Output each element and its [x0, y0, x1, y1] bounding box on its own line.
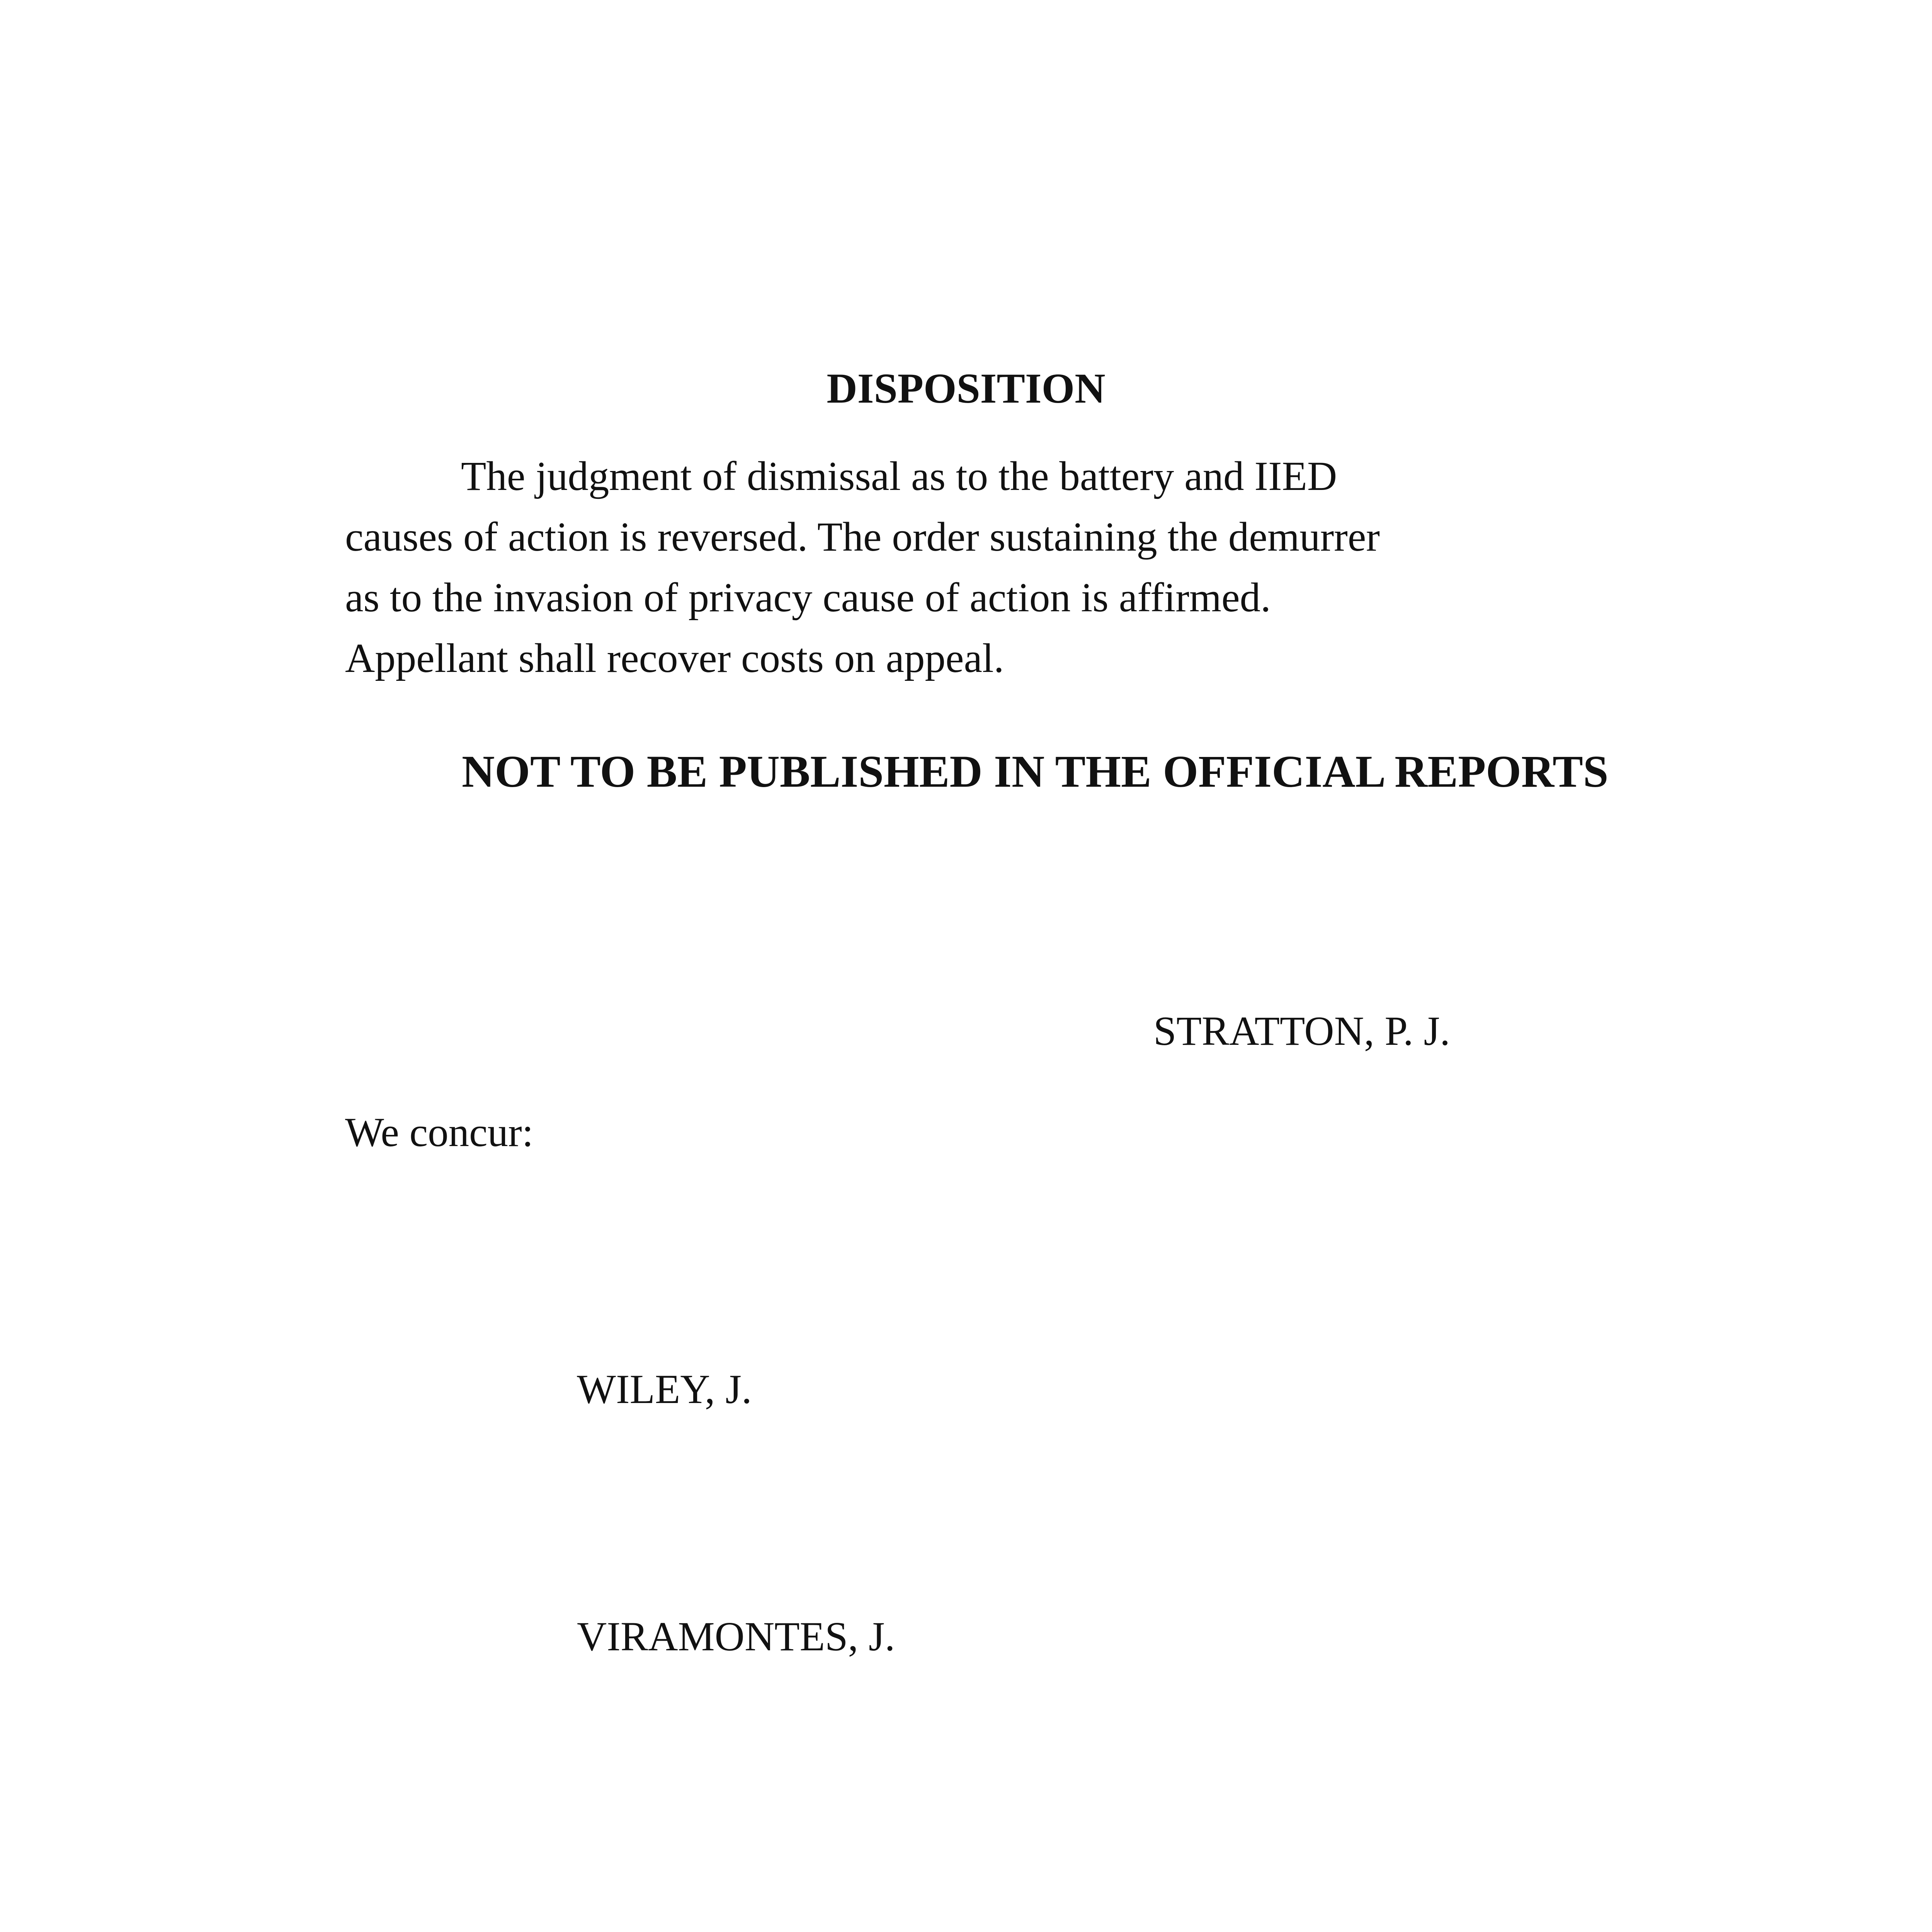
section-heading: DISPOSITION — [827, 365, 1105, 412]
disposition-paragraph — [345, 446, 1380, 689]
presiding-justice-signature: STRATTON, P. J. — [1153, 1009, 1451, 1054]
publication-notice: NOT TO BE PUBLISHED IN THE OFFICIAL REPORTS — [462, 746, 1609, 797]
concurring-justice-signature: VIRAMONTES, J. — [577, 1614, 895, 1660]
paragraph-line: Appellant shall recover costs on appeal. — [345, 636, 1004, 681]
concur-label: We concur: — [345, 1110, 534, 1155]
paragraph-line: as to the invasion of privacy cause of action is affirmed. — [345, 575, 1271, 621]
concurring-justice-signature: WILEY, J. — [577, 1367, 752, 1412]
paragraph-line: The judgment of dismissal as to the battery and IIED — [461, 454, 1337, 499]
paragraph-line: causes of action is reversed. The order sustaining the demurrer — [345, 514, 1380, 560]
